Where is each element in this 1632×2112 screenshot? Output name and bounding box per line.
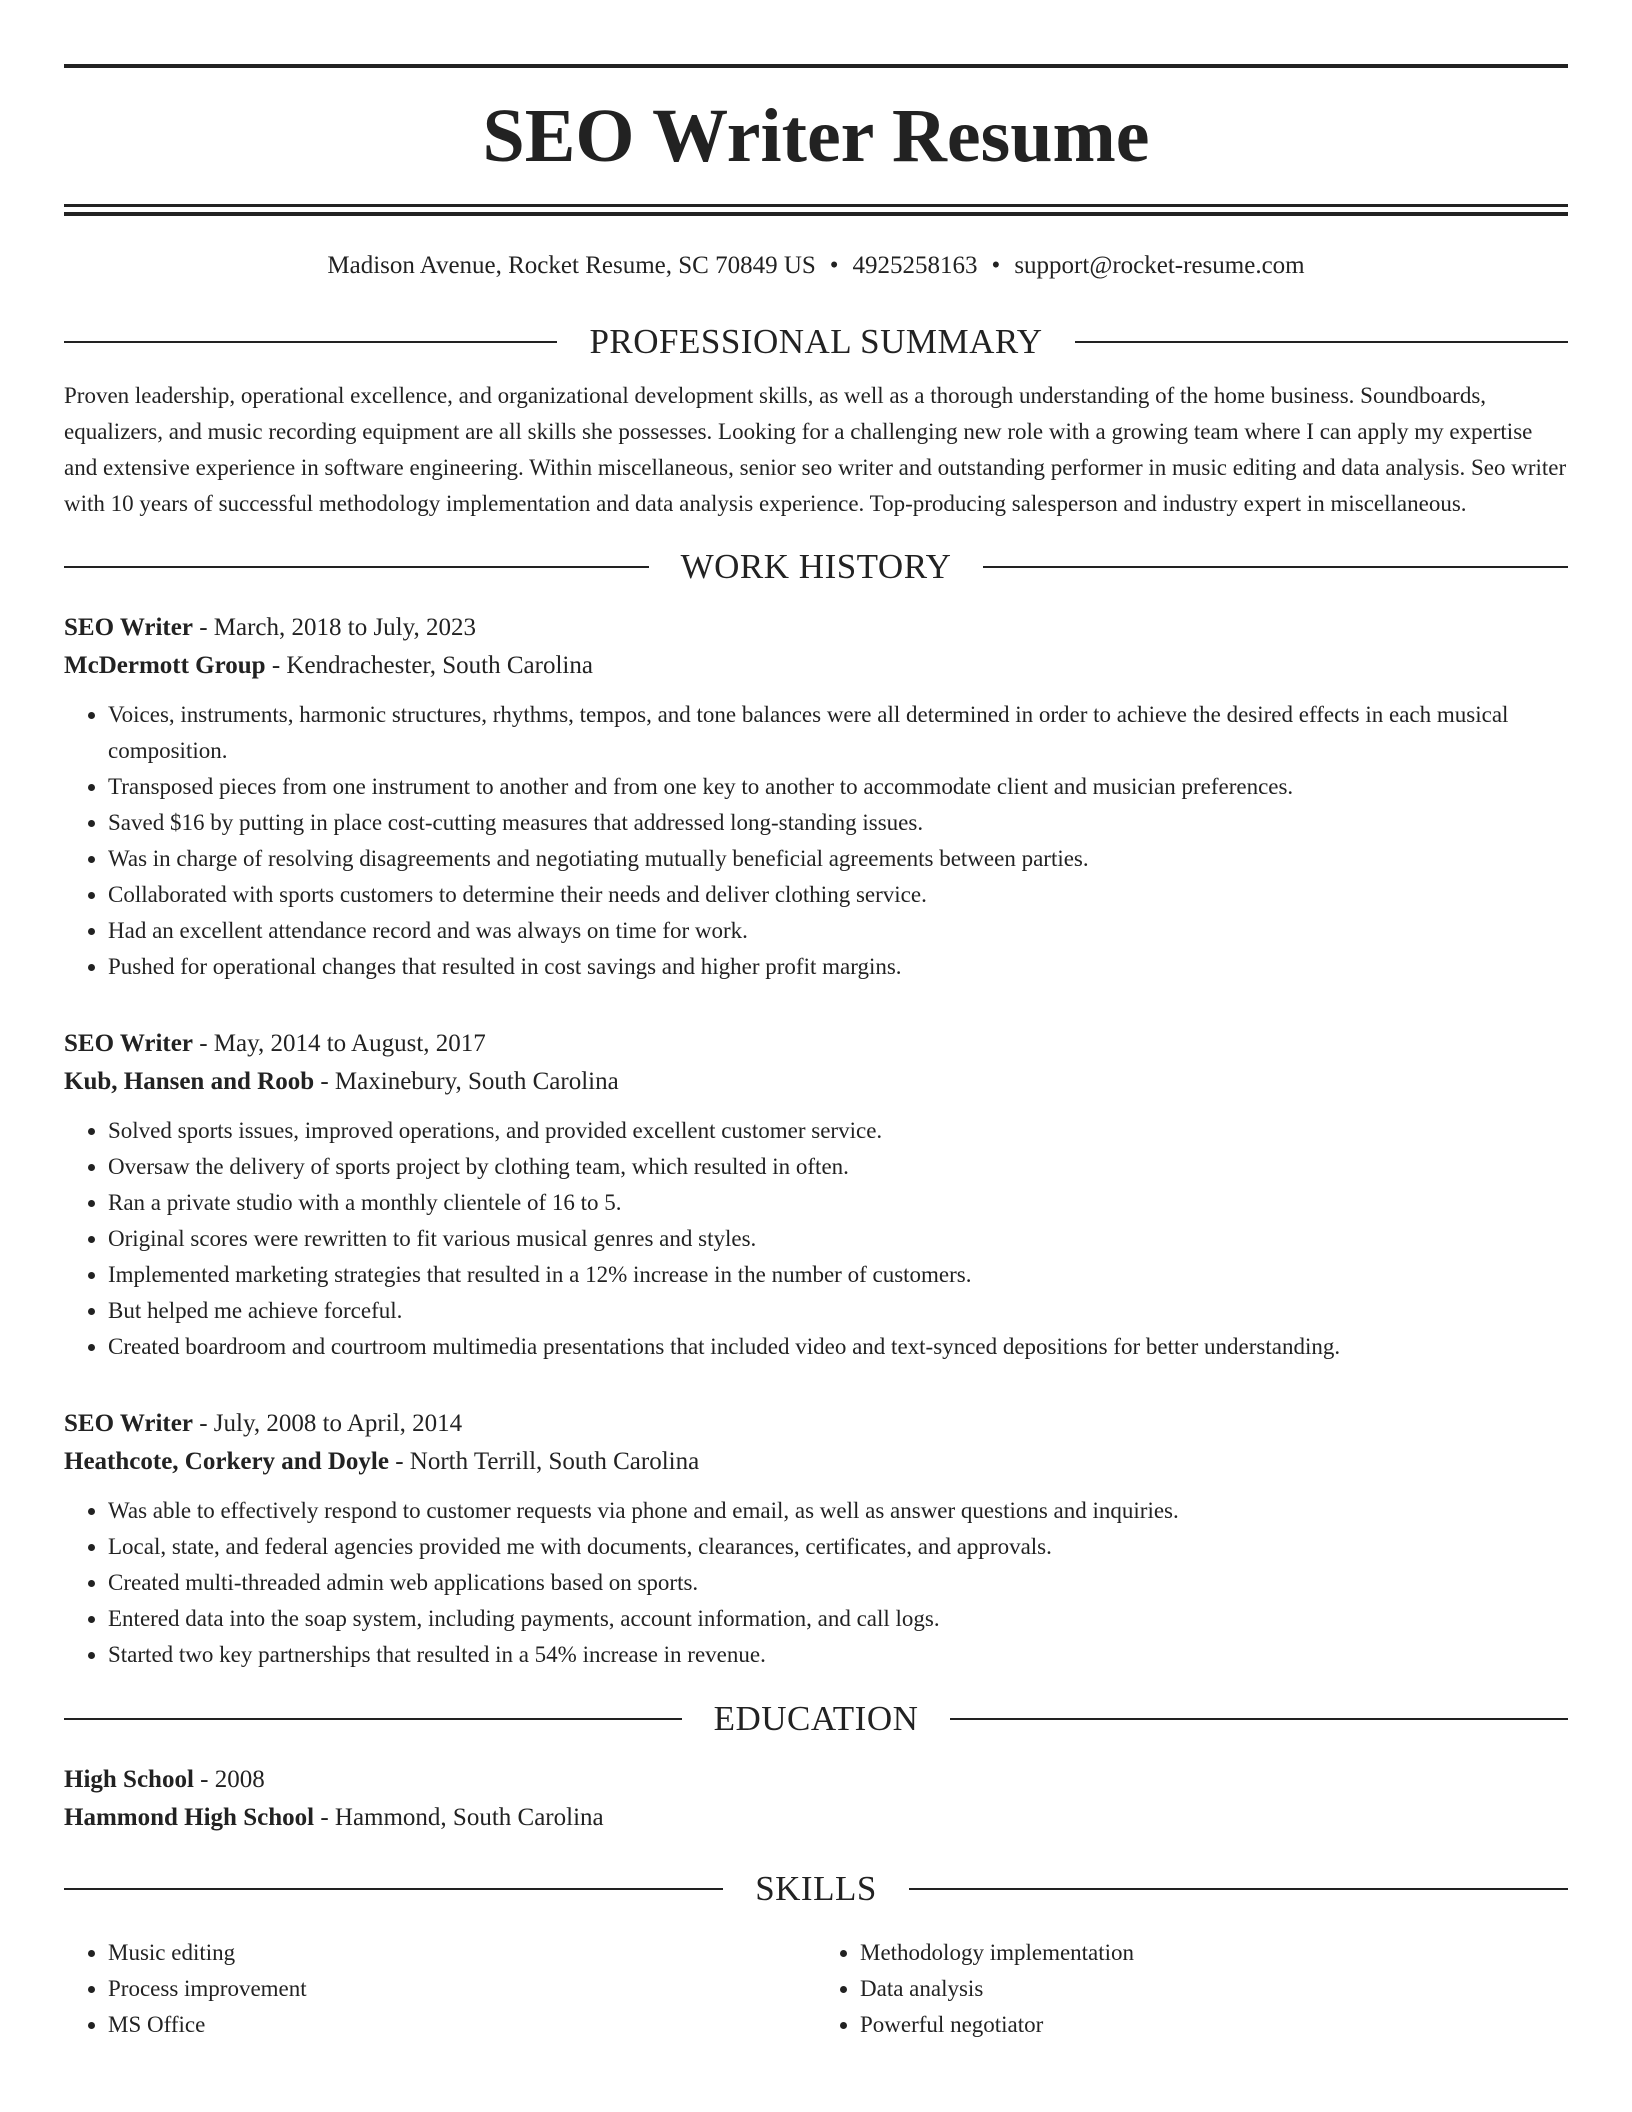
list-item: • Music editing — [108, 1935, 816, 1971]
heading-rule — [64, 341, 557, 343]
list-item: • Pushed for operational changes that resulted in cost savings and higher profit margins. — [108, 949, 1568, 985]
job-company: Kub, Hansen and Roob — [64, 1068, 315, 1095]
section-heading-education — [64, 1697, 1568, 1741]
section-heading-skills — [64, 1867, 1568, 1911]
heading-rule — [64, 1888, 723, 1890]
job-company-line — [64, 647, 1568, 685]
education-location: - Hammond, South Carolina — [314, 1804, 604, 1831]
list-item: • Original scores were rewritten to fit various musical genres and styles. — [108, 1221, 1568, 1257]
contact-line — [64, 250, 1568, 282]
section-title: SKILLS — [755, 1869, 877, 1908]
job-bullets — [64, 1113, 1568, 1365]
list-item: • Implemented marketing strategies that resulted in a 12% increase in the number of customers. — [108, 1257, 1568, 1293]
list-item: • Collaborated with sports customers to determine their needs and deliver clothing service. — [108, 877, 1568, 913]
heading-rule — [983, 566, 1568, 568]
summary-text: Proven leadership, operational excellence, and organizational development skills, as well as a thorough understanding of the home business. Soundboards, equalizers, and music recording equipment are all skills she possesses. Looking for a challenging new role with a growing team where I can apply my expertise and extensive experience in software engineering. Within miscellaneous, senior seo writer and outstanding performer in music editing and data analysis. Seo writer with 10 years of successful methodology implementation and data analysis experience. Top-producing salesperson and industry expert in miscellaneous. — [64, 383, 1567, 516]
job-company-line — [64, 1443, 1568, 1481]
education-entry — [64, 1761, 1568, 1837]
job-entry — [64, 1025, 1568, 1365]
contact-separator: • — [991, 252, 1001, 279]
list-item: • Methodology implementation — [860, 1935, 1568, 1971]
list-item: • Voices, instruments, harmonic structures, rhythms, tempos, and tone balances were all determined in order to achieve the desired effects in each musical composition. — [108, 697, 1568, 769]
skills-list-left — [64, 1935, 816, 2043]
job-title: SEO Writer — [64, 1030, 193, 1057]
job-dates: - July, 2008 to April, 2014 — [192, 1410, 463, 1437]
section-title: WORK HISTORY — [680, 547, 952, 586]
list-item: • Entered data into the soap system, including payments, account information, and call logs. — [108, 1601, 1568, 1637]
skills-columns — [64, 1935, 1568, 2043]
skills-list-right — [816, 1935, 1568, 2043]
list-item: • Saved $16 by putting in place cost-cutting measures that addressed long-standing issues. — [108, 805, 1568, 841]
job-title: SEO Writer — [64, 614, 193, 641]
section-heading-summary — [64, 320, 1568, 364]
resume-page — [64, 0, 1568, 2043]
section-heading-work — [64, 545, 1568, 589]
list-item: • Data analysis — [860, 1971, 1568, 2007]
job-company: McDermott Group — [64, 652, 266, 679]
education-degree-line — [64, 1761, 1568, 1799]
job-title: SEO Writer — [64, 1410, 193, 1437]
job-title-line — [64, 609, 1568, 647]
section-title: EDUCATION — [713, 1699, 919, 1738]
list-item: • Ran a private studio with a monthly clientele of 16 to 5. — [108, 1185, 1568, 1221]
contact-separator: • — [829, 252, 839, 279]
job-dates: - March, 2018 to July, 2023 — [192, 614, 477, 641]
top-rule — [64, 64, 1568, 68]
contact-phone: 4925258163 — [852, 252, 978, 279]
job-location: - North Terrill, South Carolina — [388, 1448, 700, 1475]
list-item: • Had an excellent attendance record and was always on time for work. — [108, 913, 1568, 949]
job-dates: - May, 2014 to August, 2017 — [192, 1030, 486, 1057]
list-item: • MS Office — [108, 2007, 816, 2043]
job-location: - Maxinebury, South Carolina — [314, 1068, 619, 1095]
heading-rule — [64, 566, 649, 568]
education-school: Hammond High School — [64, 1804, 315, 1831]
job-title-line — [64, 1025, 1568, 1063]
job-location: - Kendrachester, South Carolina — [265, 652, 593, 679]
heading-rule — [64, 1718, 682, 1720]
job-company: Heathcote, Corkery and Doyle — [64, 1448, 389, 1475]
list-item: • Was in charge of resolving disagreements and negotiating mutually beneficial agreements between parties. — [108, 841, 1568, 877]
list-item: • Was able to effectively respond to customer requests via phone and email, as well as answer questions and inquiries. — [108, 1493, 1568, 1529]
job-entry — [64, 1405, 1568, 1673]
list-item: • Solved sports issues, improved operations, and provided excellent customer service. — [108, 1113, 1568, 1149]
education-school-line — [64, 1799, 1568, 1837]
job-title-line — [64, 1405, 1568, 1443]
contact-address: Madison Avenue, Rocket Resume, SC 70849 US — [327, 252, 816, 279]
heading-rule — [950, 1718, 1568, 1720]
list-item: • Process improvement — [108, 1971, 816, 2007]
job-entry — [64, 609, 1568, 985]
job-bullets — [64, 697, 1568, 985]
list-item: • But helped me achieve forceful. — [108, 1293, 1568, 1329]
list-item: • Started two key partnerships that resulted in a 54% increase in revenue. — [108, 1637, 1568, 1673]
list-item: • Created multi-threaded admin web applications based on sports. — [108, 1565, 1568, 1601]
list-item: • Created boardroom and courtroom multimedia presentations that included video and text-synced depositions for better understanding. — [108, 1329, 1568, 1365]
job-bullets — [64, 1493, 1568, 1673]
education-degree: High School — [64, 1766, 194, 1793]
heading-rule — [1075, 341, 1568, 343]
list-item: • Local, state, and federal agencies provided me with documents, clearances, certificates, and approvals. — [108, 1529, 1568, 1565]
page-title: SEO Writer Resume — [482, 94, 1150, 178]
list-item: • Transposed pieces from one instrument to another and from one key to another to accommodate client and musician preferences. — [108, 769, 1568, 805]
list-item: • Powerful negotiator — [860, 2007, 1568, 2043]
contact-email: support@rocket-resume.com — [1014, 252, 1305, 279]
section-title: PROFESSIONAL SUMMARY — [589, 322, 1043, 361]
title-double-rule — [64, 204, 1568, 216]
job-company-line — [64, 1063, 1568, 1101]
heading-rule — [909, 1888, 1568, 1890]
list-item: • Oversaw the delivery of sports project by clothing team, which resulted in often. — [108, 1149, 1568, 1185]
education-year: - 2008 — [193, 1766, 265, 1793]
